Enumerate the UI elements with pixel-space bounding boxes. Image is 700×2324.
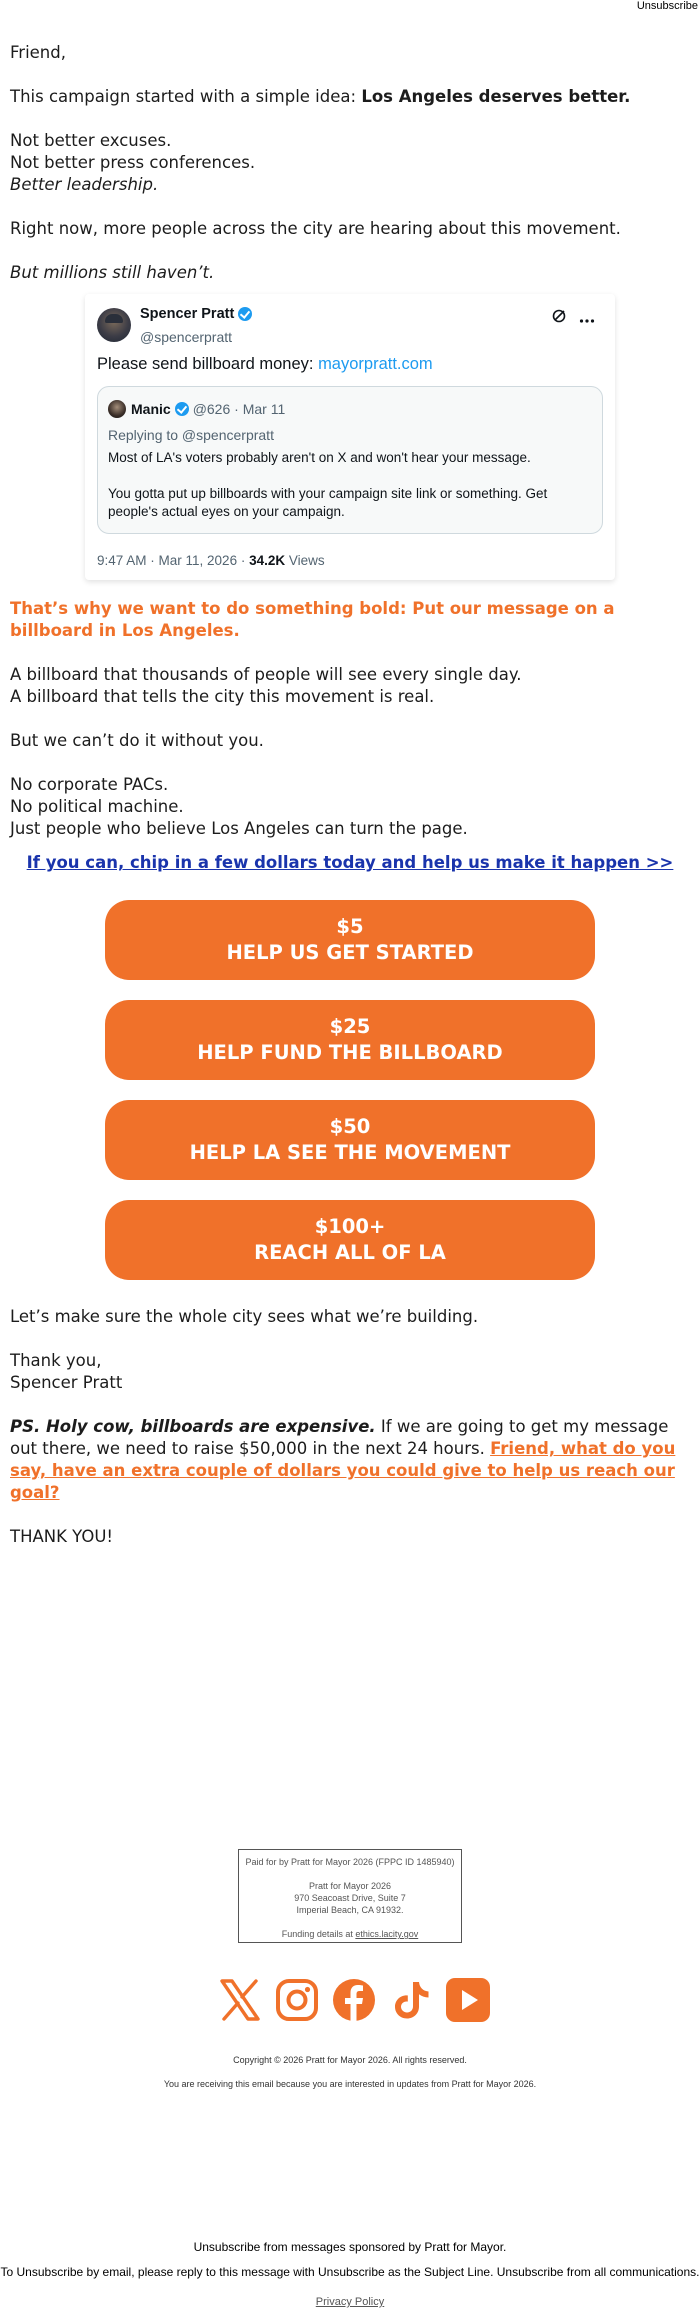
top-bar xyxy=(0,0,700,14)
tweet-text: Please send billboard money: mayorpratt.com xyxy=(97,355,433,373)
thank-you-caps: THANK YOU! xyxy=(10,1527,114,1546)
not-press: Not better press conferences. xyxy=(10,153,256,172)
address-line-1: 970 Seacoast Drive, Suite 7 xyxy=(294,1893,406,1903)
tiktok-icon[interactable] xyxy=(387,1976,434,2023)
funding-details: Funding details at ethics.lacity.gov xyxy=(281,1929,419,1939)
tweet-author: Spencer Pratt xyxy=(140,303,252,325)
grok-icon xyxy=(551,308,567,331)
ps-donate-link[interactable]: Friend, what do you say, have an extra couple of dollars you could give to help us reach our goal? xyxy=(10,1439,676,1502)
better-leadership: Better leadership. xyxy=(10,175,159,194)
paid-for-box xyxy=(238,1849,462,1943)
signature: Spencer Pratt xyxy=(10,1373,123,1392)
donate-25-button[interactable]: $25 HELP FUND THE BILLBOARD xyxy=(105,1000,595,1080)
thank-you: Thank you, xyxy=(10,1351,102,1370)
ps-paragraph: PS. Holy cow, billboards are expensive. If we are going to get my message out there, we need to raise $50,000 in the next 24 hours. Friend, what do you say, have an extra couple of dollars you could give to help us reach our goal? xyxy=(10,1417,676,1502)
chip-in-link[interactable]: If you can, chip in a few dollars today and help us make it happen >> xyxy=(26,853,674,872)
receiving-notice: You are receiving this email because you are interested in updates from Pratt for Mayor 2026. xyxy=(163,2079,537,2089)
no-pacs: No corporate PACs. xyxy=(10,775,169,794)
verified-badge-icon xyxy=(238,307,252,321)
embedded-tweet[interactable] xyxy=(85,294,615,580)
tweet-header xyxy=(97,304,603,346)
intro-bold: Los Angeles deserves better. xyxy=(361,87,631,106)
x-icon[interactable] xyxy=(216,1976,263,2023)
privacy-policy-row xyxy=(0,2296,700,2308)
bold-headline: That’s why we want to do something bold: Put our message on a billboard in Los Angeles. xyxy=(10,599,615,640)
email-body xyxy=(0,14,700,1548)
without-you: But we can’t do it without you. xyxy=(10,731,264,750)
unsubscribe-email-instructions: To Unsubscribe by email, please reply to this message with Unsubscribe as the Subject Line. Unsubscribe from all communications. xyxy=(0,2265,700,2279)
billboard-line-1: A billboard that thousands of people will see every single day. xyxy=(10,665,522,684)
instagram-icon[interactable] xyxy=(273,1976,320,2023)
verified-badge-icon xyxy=(175,402,189,416)
quote-meta: @626 · Mar 11 xyxy=(192,401,286,417)
replying-to: Replying to @spencerpratt xyxy=(108,427,274,443)
quote-body: Most of LA's voters probably aren't on X and won't hear your message. You gotta put up billboards with your campaign site link or something. Get people's actual eyes on your campaign. xyxy=(108,450,548,519)
lets-make-sure: Let’s make sure the whole city sees what we’re building. xyxy=(10,1307,479,1326)
donate-100-button[interactable]: $100+ REACH ALL OF LA xyxy=(105,1200,595,1280)
tweet-link[interactable]: mayorpratt.com xyxy=(318,355,433,373)
paid-for-text: Paid for by Pratt for Mayor 2026 (FPPC ID 1485940) xyxy=(245,1857,455,1867)
just-people: Just people who believe Los Angeles can turn the page. xyxy=(10,819,468,838)
billboard-line-2: A billboard that tells the city this movement is real. xyxy=(10,687,435,706)
intro xyxy=(10,86,690,108)
quote-avatar xyxy=(108,400,126,418)
quoted-tweet xyxy=(97,386,603,534)
quote-author: Manic xyxy=(131,398,189,420)
greeting: Friend, xyxy=(10,43,66,62)
avatar xyxy=(97,308,131,342)
no-machine: No political machine. xyxy=(10,797,184,816)
more-options-icon xyxy=(579,309,595,331)
intro-text: This campaign started with a simple idea: xyxy=(10,87,362,106)
unsubscribe-link-top[interactable]: Unsubscribe xyxy=(636,0,698,12)
not-excuses: Not better excuses. xyxy=(10,131,172,150)
tweet-footer: 9:47 AM · Mar 11, 2026 · 34.2K Views xyxy=(97,553,325,568)
org-name: Pratt for Mayor 2026 xyxy=(308,1881,392,1891)
social-icons xyxy=(216,1976,491,2023)
facebook-icon[interactable] xyxy=(330,1976,377,2023)
millions: But millions still haven’t. xyxy=(10,263,215,282)
tweet-handle: @spencerpratt xyxy=(140,328,233,345)
funding-link[interactable]: ethics.lacity.gov xyxy=(355,1929,419,1939)
youtube-icon[interactable] xyxy=(444,1976,491,2023)
privacy-policy-link[interactable]: Privacy Policy xyxy=(315,2296,385,2308)
copyright: Copyright © 2026 Pratt for Mayor 2026. All rights reserved. xyxy=(233,2055,467,2065)
donate-5-button[interactable]: $5 HELP US GET STARTED xyxy=(105,900,595,980)
unsubscribe-sponsor: Unsubscribe from messages sponsored by Pratt for Mayor. xyxy=(193,2240,507,2254)
right-now: Right now, more people across the city are hearing about this movement. xyxy=(10,219,621,238)
donate-50-button[interactable]: $50 HELP LA SEE THE MOVEMENT xyxy=(105,1100,595,1180)
address-line-2: Imperial Beach, CA 91932. xyxy=(296,1905,404,1915)
